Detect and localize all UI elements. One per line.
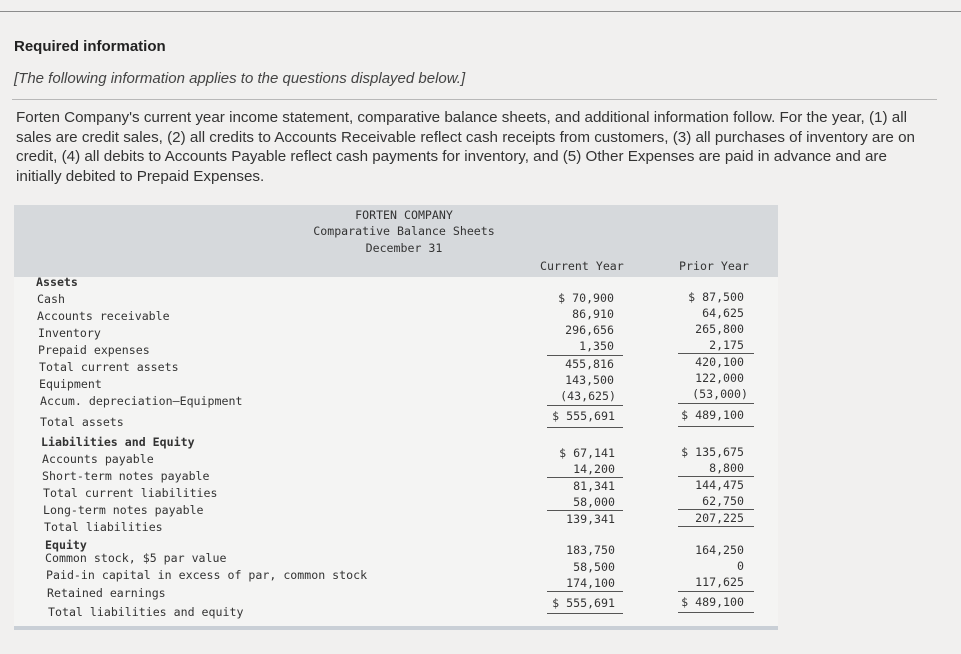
company-name: FORTEN COMPANY <box>355 208 453 222</box>
subtotal-rule <box>547 591 623 592</box>
row-label: Short-term notes payable <box>42 469 210 483</box>
total-rule <box>547 613 623 614</box>
row-label: Inventory <box>38 326 101 340</box>
prior-year-value: 117,625 <box>695 575 744 589</box>
section-heading-liabilities-equity: Liabilities and Equity <box>41 435 195 449</box>
row-label: Equipment <box>39 377 102 391</box>
total-rule <box>678 426 754 427</box>
current-year-value: 58,500 <box>573 560 615 574</box>
prior-year-value: 265,800 <box>695 322 744 336</box>
row-label: Total liabilities <box>44 520 163 534</box>
row-label: Paid-in capital in excess of par, common stock <box>46 568 368 582</box>
prior-year-value: 122,000 <box>695 371 744 385</box>
current-year-value: $ 67,141 <box>559 446 615 460</box>
subtotal-rule <box>547 510 623 511</box>
subtotal-rule <box>547 405 623 406</box>
balance-sheet-table <box>14 205 778 630</box>
current-year-value: (43,625) <box>560 389 616 403</box>
prior-year-value: 420,100 <box>695 355 744 369</box>
prior-year-value: 64,625 <box>702 306 744 320</box>
row-label: Accum. depreciation–Equipment <box>40 394 243 408</box>
row-label: Total current liabilities <box>43 486 218 500</box>
section-heading-assets: Assets <box>36 275 78 289</box>
current-year-value: 139,341 <box>566 512 615 526</box>
current-year-value: $ 70,900 <box>558 291 614 305</box>
prior-year-value: 0 <box>737 559 744 573</box>
current-year-value: 86,910 <box>572 307 614 321</box>
subtotal-rule <box>678 403 754 404</box>
row-label: Long-term notes payable <box>43 503 204 517</box>
current-year-value: 81,341 <box>573 479 615 493</box>
statement-date: December 31 <box>365 241 443 255</box>
section-heading-equity: Equity <box>45 538 87 552</box>
top-divider <box>0 11 961 12</box>
prior-year-value: 207,225 <box>695 511 744 525</box>
prior-year-value: $ 87,500 <box>688 290 744 304</box>
prior-year-value: 2,175 <box>709 338 744 352</box>
subtotal-rule <box>678 591 754 592</box>
table-bottom-border <box>14 626 778 630</box>
row-label: Accounts payable <box>42 452 154 466</box>
current-year-value: $ 555,691 <box>552 409 615 423</box>
row-label: Total assets <box>40 415 124 429</box>
prior-year-value: 144,475 <box>695 478 744 492</box>
statement-title: Comparative Balance Sheets <box>313 224 495 238</box>
section-divider <box>12 99 937 100</box>
prior-year-value: 62,750 <box>702 494 744 508</box>
row-label: Accounts receivable <box>37 309 170 323</box>
prior-year-value: 8,800 <box>709 461 744 475</box>
row-label: Total current assets <box>39 360 179 374</box>
prior-year-value: $ 489,100 <box>681 595 744 609</box>
row-label: Prepaid expenses <box>38 343 150 357</box>
subtotal-rule <box>547 355 623 356</box>
current-year-value: 143,500 <box>565 373 614 387</box>
prior-year-value: $ 489,100 <box>681 408 744 422</box>
current-year-value: 58,000 <box>573 495 615 509</box>
subtotal-rule <box>547 477 623 478</box>
page-title: Required information <box>14 38 166 55</box>
current-year-value: 296,656 <box>565 323 614 337</box>
column-header-prior-year: Prior Year <box>679 259 749 273</box>
column-header-current-year: Current Year <box>540 259 624 273</box>
row-label: Common stock, $5 par value <box>45 551 227 565</box>
intro-paragraph: Forten Company's current year income statement, comparative balance sheets, and additional information follow. For the year, (1) all sales are credit sales, (2) all credits to Accounts Receivable reflect cash receipts from customers, (3) all purchases of inventory are on credit, (4) all debits to Accounts Payable reflect cash payments for inventory, and (5) Other Expenses are paid in advance and are initially debited to Prepaid Expenses. <box>16 109 915 185</box>
current-year-value: $ 555,691 <box>552 596 615 610</box>
total-rule <box>547 427 623 428</box>
applies-note: [The following information applies to the questions displayed below.] <box>14 70 466 87</box>
row-label: Retained earnings <box>47 586 166 600</box>
total-rule <box>678 612 754 613</box>
subtotal-rule <box>678 509 754 510</box>
prior-year-value: $ 135,675 <box>681 445 744 459</box>
current-year-value: 174,100 <box>566 576 615 590</box>
current-year-value: 1,350 <box>579 339 614 353</box>
prior-year-value: (53,000) <box>692 387 748 401</box>
current-year-value: 455,816 <box>565 357 614 371</box>
current-year-value: 183,750 <box>566 543 615 557</box>
subtotal-rule <box>678 353 754 354</box>
subtotal-rule <box>678 526 754 527</box>
prior-year-value: 164,250 <box>695 543 744 557</box>
row-label: Cash <box>37 292 65 306</box>
current-year-value: 14,200 <box>573 462 615 476</box>
subtotal-rule <box>678 476 754 477</box>
row-label: Total liabilities and equity <box>48 605 244 619</box>
